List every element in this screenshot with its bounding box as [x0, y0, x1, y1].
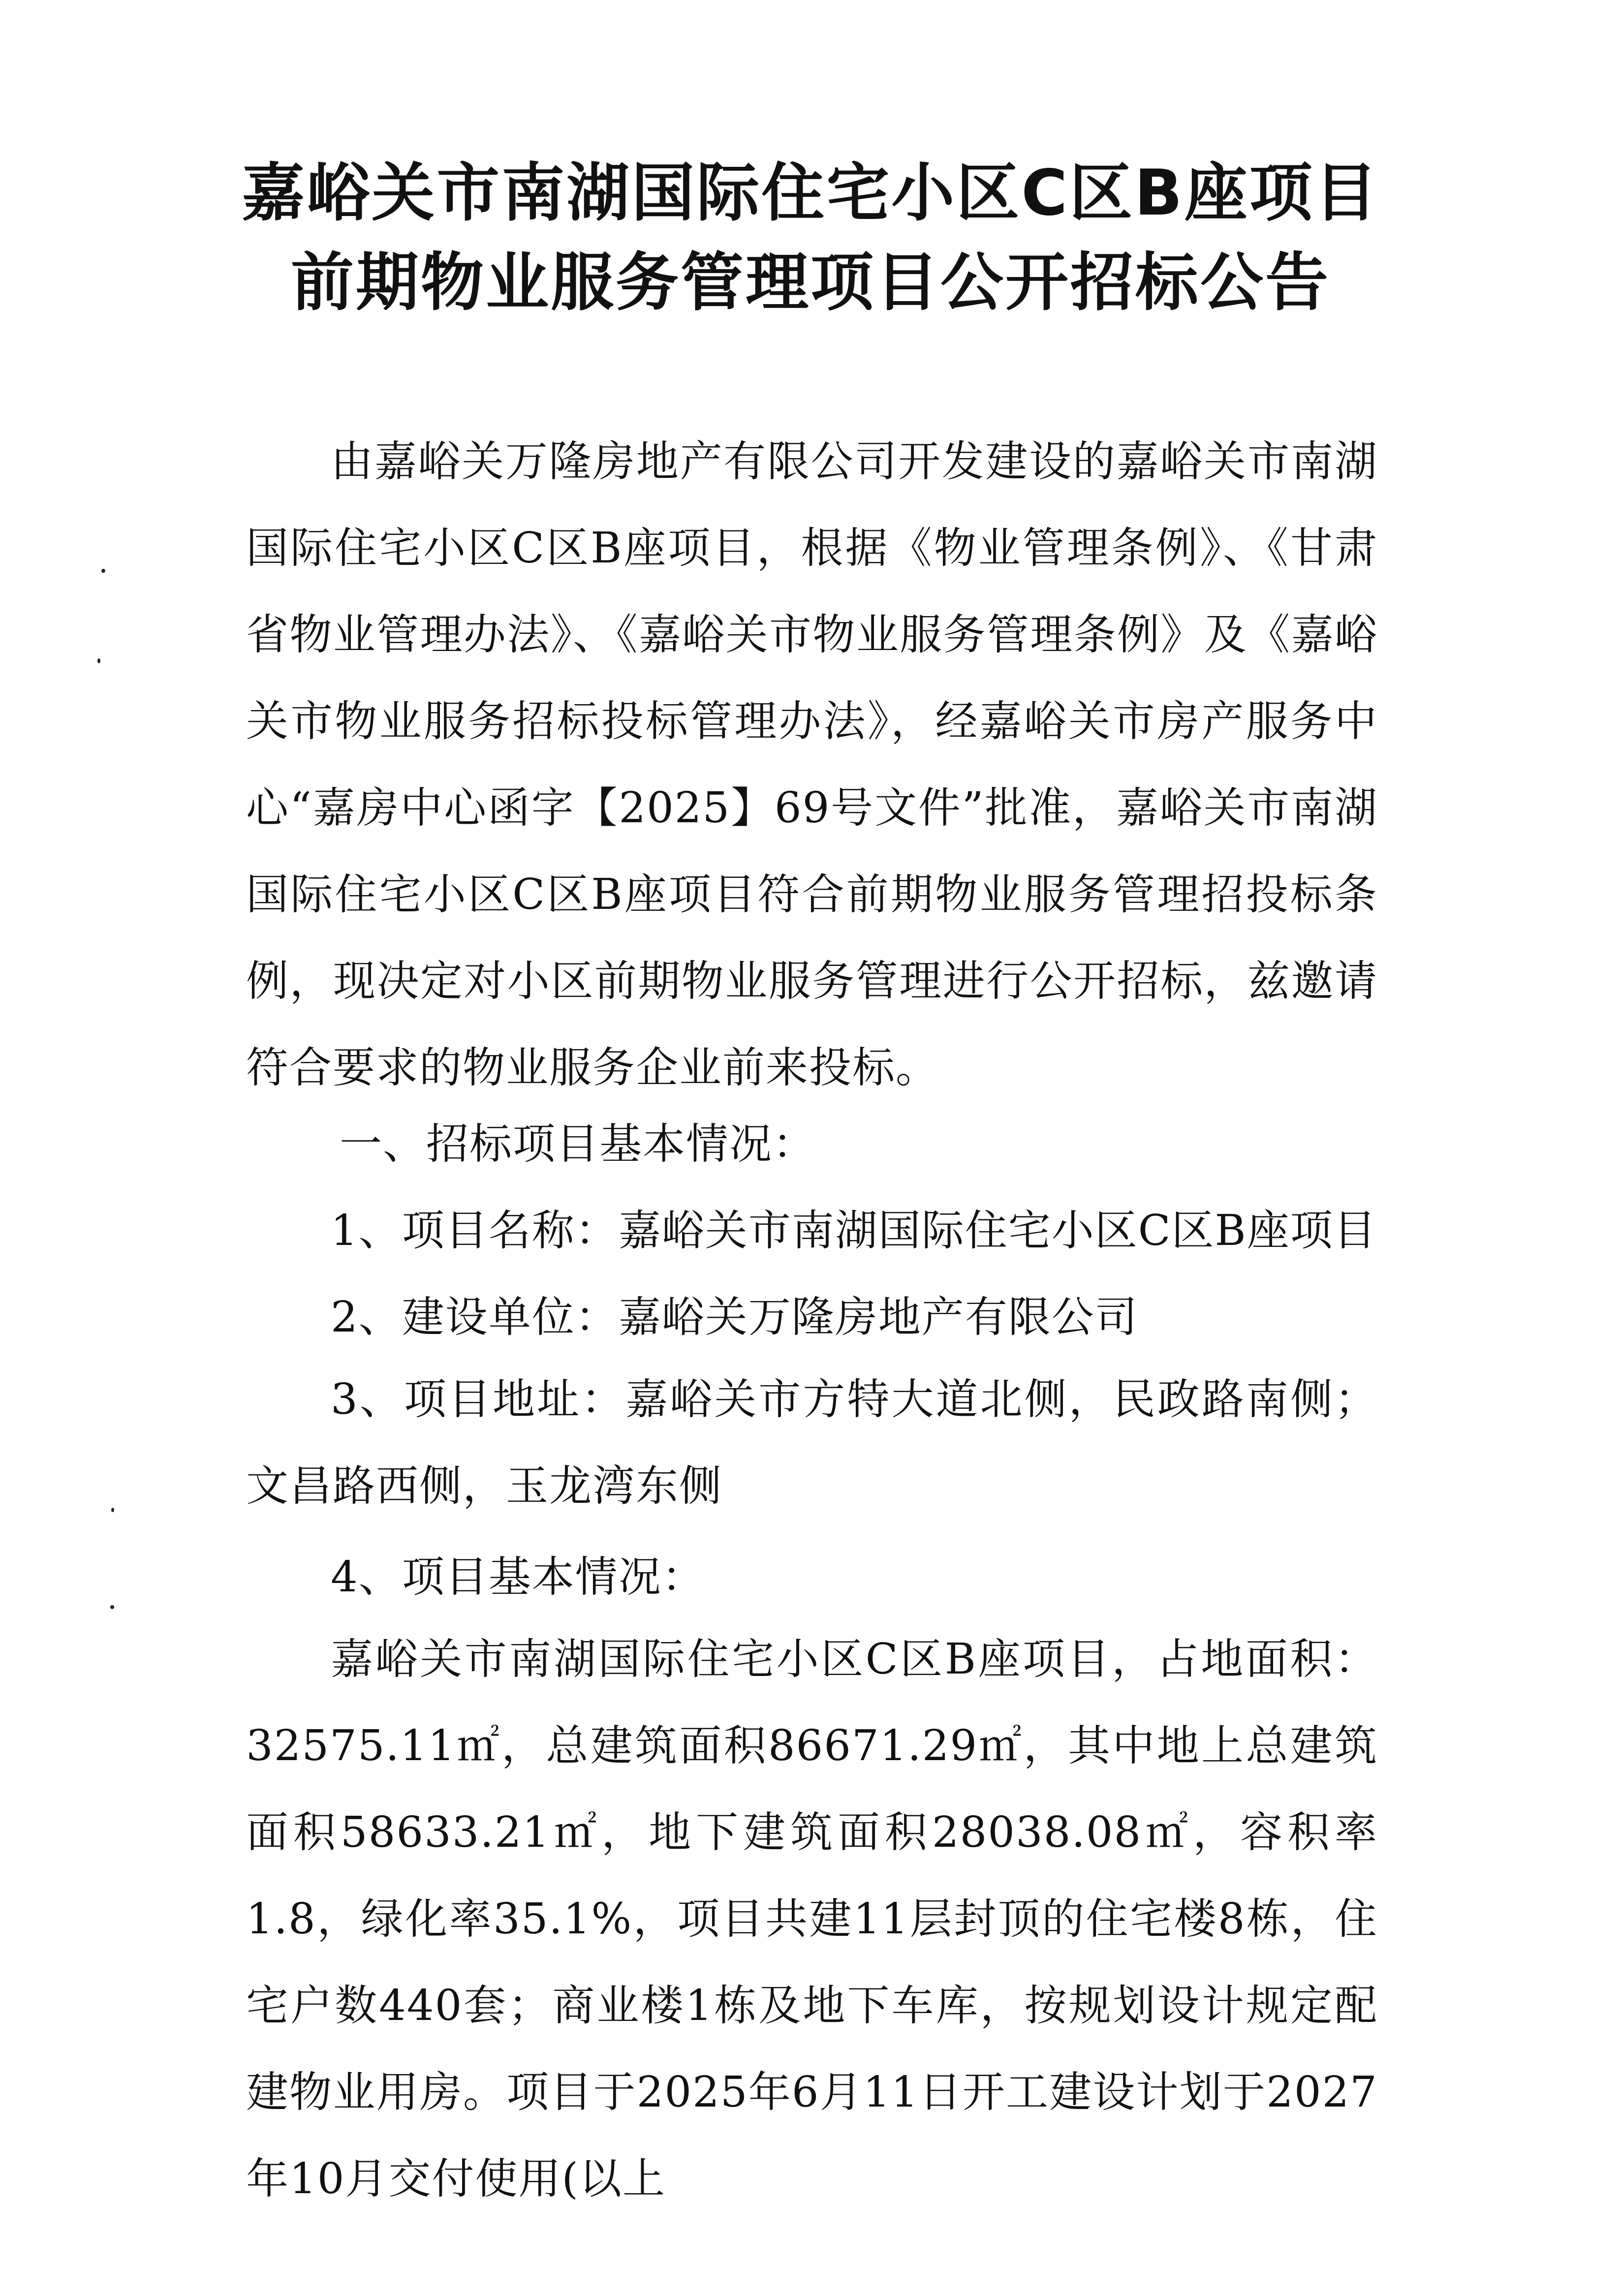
- intro-paragraph: 由嘉峪关万隆房地产有限公司开发建设的嘉峪关市南湖国际住宅小区C区B座项目，根据《物业管理条例》、《甘肃省物业管理办法》、《嘉峪关市物业服务管理条例》及《嘉峪关市物业服务招标投标管理办法》，经嘉峪关市房产服务中心“嘉房中心函字【2025】69号文件”批准，嘉峪关市南湖国际住宅小区C区B座项目符合前期物业服务管理招投标条例，现决定对小区前期物业服务管理进行公开招标，兹邀请符合要求的物业服务企业前来投标。: [246, 437, 1378, 1092]
- item-project-basic-heading: 4、项目基本情况：: [331, 1552, 705, 1602]
- scan-speck: [101, 569, 105, 573]
- scan-speck: [97, 658, 100, 663]
- item-builder: 2、建设单位：嘉峪关万隆房地产有限公司: [331, 1293, 1138, 1342]
- item-project-name: 1、项目名称：嘉峪关市南湖国际住宅小区C区B座项目: [331, 1206, 1377, 1255]
- project-paragraph: 嘉峪关市南湖国际住宅小区C区B座项目，占地面积：32575.11㎡，总建筑面积86671.29㎡，其中地上总建筑面积58633.21㎡，地下建筑面积28038.08㎡，容积率1.8，绿化率35.1%，项目共建11层封顶的住宅楼8栋，住宅户数440套；商业楼1栋及地下车库，按规划设计规定配建物业用房。项目于2025年6月11日开工建设计划于2027年10月交付使用(以上: [246, 1635, 1378, 2203]
- document-title-line-2: 前期物业服务管理项目公开招标公告: [290, 246, 1330, 319]
- scan-speck: [111, 1508, 114, 1512]
- document-title-line-1: 嘉峪关市南湖国际住宅小区C区B座项目: [242, 156, 1379, 230]
- scan-speck: [110, 1605, 114, 1609]
- item-project-address: 3、项目地址：嘉峪关市方特大道北侧，民政路南侧；文昌路西侧，玉龙湾东侧: [246, 1375, 1378, 1511]
- section-heading: 一、招标项目基本情况：: [340, 1119, 816, 1169]
